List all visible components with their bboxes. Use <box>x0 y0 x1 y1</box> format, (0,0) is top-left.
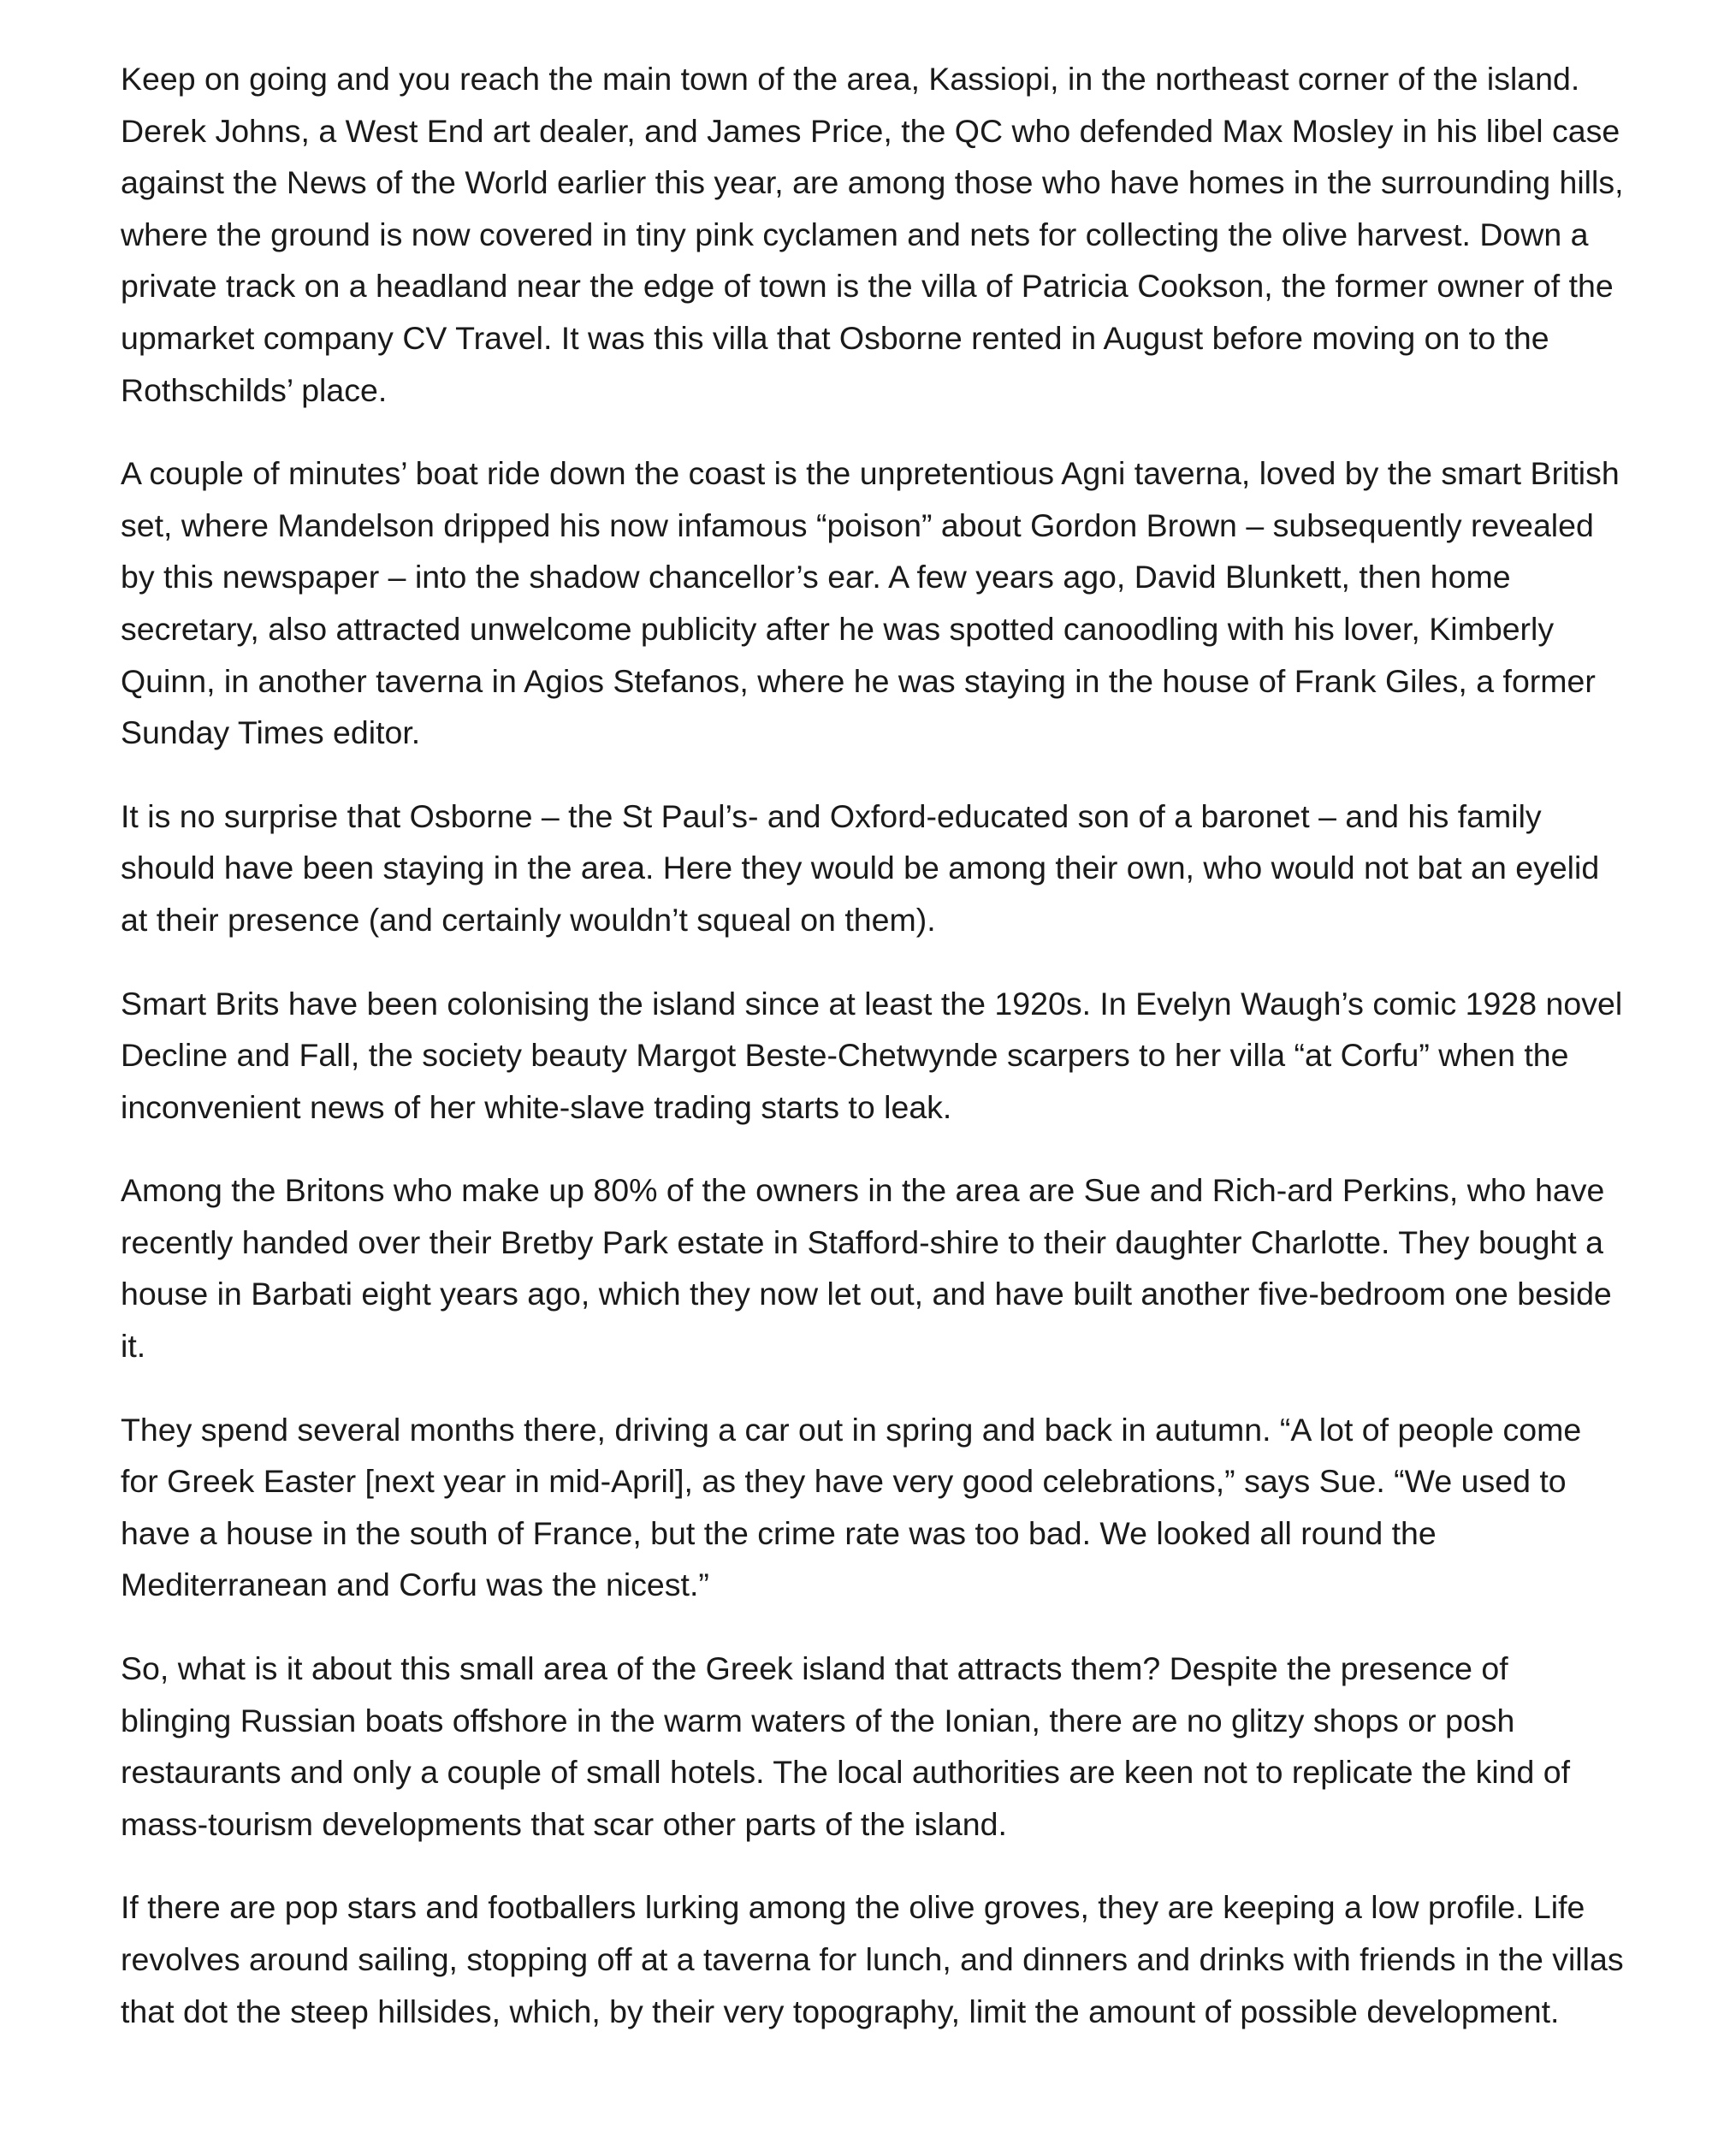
paragraph-kassiopi: Keep on going and you reach the main town of the area, Kassiopi, in the northeast corner of the island. Derek Johns, a West End art dealer, and James Price, the QC who defended Max Mosley in his libel case against the News of the World earlier this year, are among those who have homes in the surrounding hills, where the ground is now covered in tiny pink cyclamen and nets for collecting the olive harvest. Down a private track on a headland near the edge of town is the villa of Patricia Cookson, the former owner of the upmarket company CV Travel. It was this villa that Osborne rented in August before moving on to the Rothschilds’ place. <box>121 61 1624 408</box>
paragraph-osborne-family: It is no surprise that Osborne – the St Paul’s- and Oxford-educated son of a baronet – and his family should have been staying in the area. Here they would be among their own, who would not bat an eyelid at their presence (and certainly wouldn’t squeal on them). <box>121 797 1600 938</box>
article-body <box>121 53 1626 2069</box>
paragraph-greek-easter: They spend several months there, driving a car out in spring and back in autumn. “A lot of people come for Greek Easter [next year in mid-April], as they have very good celebrations,” says Sue. “We used to have a house in the south of France, but the crime rate was too bad. We looked all round the Mediterranean and Corfu was the nicest.” <box>121 1411 1582 1603</box>
paragraph-small-area: So, what is it about this small area of the Greek island that attracts them? Despite the presence of blinging Russian boats offshore in the warm waters of the Ionian, there are no glitzy shops or posh restaurants and only a couple of small hotels. The local authorities are keen not to replicate the kind of mass-tourism developments that scar other parts of the island. <box>121 1650 1571 1842</box>
paragraph-agni-taverna: A couple of minutes’ boat ride down the coast is the unpretentious Agni taverna, loved by the smart British set, where Mandelson dripped his now infamous “poison” about Gordon Brown – subsequently revealed by this newspaper – into the shadow chancellor’s ear. A few years ago, David Blunkett, then home secretary, also attracted unwelcome publicity after he was spotted canoodling with his lover, Kimberly Quinn, in another taverna in Agios Stefanos, where he was staying in the house of Frank Giles, a former Sunday Times editor. <box>121 455 1620 751</box>
paragraph-perkins: Among the Britons who make up 80% of the owners in the area are Sue and Rich-ard Perkins, who have recently handed over their Bretby Park estate in Stafford-shire to their daughter Charlotte. They bought a house in Barbati eight years ago, which they now let out, and have built another five-bedroom one beside it. <box>121 1172 1612 1365</box>
paragraph-smart-brits: Smart Brits have been colonising the island since at least the 1920s. In Evelyn Waugh’s comic 1928 novel Decline and Fall, the society beauty Margot Beste-Chetwynde scarpers to her villa “at Corfu” when the inconvenient news of her white-slave trading starts to leak. <box>121 985 1623 1125</box>
paragraph-low-profile: If there are pop stars and footballers lurking among the olive groves, they are keeping a low profile. Life revolves around sailing, stopping off at a taverna for lunch, and dinners and drinks with friends in the villas that dot the steep hillsides, which, by their very topography, limit the amount of possible development. <box>121 1889 1624 2029</box>
